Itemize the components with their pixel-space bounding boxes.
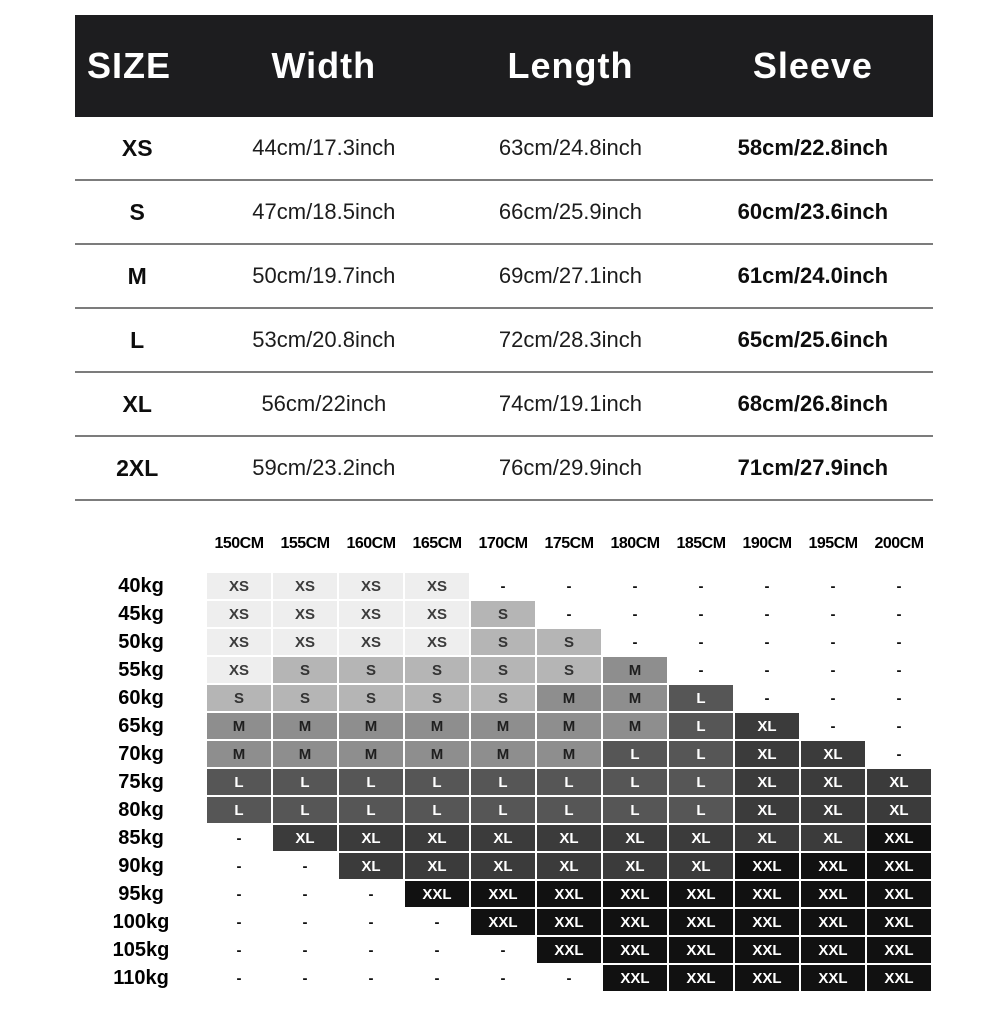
matrix-height-header: 155CM <box>272 516 338 572</box>
matrix-size-cell: S <box>272 684 338 712</box>
matrix-empty-cell: - <box>668 600 734 628</box>
matrix-row <box>76 768 932 796</box>
matrix-size-cell: S <box>470 684 536 712</box>
matrix-size-cell: XL <box>602 852 668 880</box>
matrix-size-cell: M <box>536 712 602 740</box>
matrix-size-cell: XXL <box>734 964 800 992</box>
matrix-row <box>76 852 932 880</box>
matrix-size-cell: XL <box>668 852 734 880</box>
matrix-size-cell: L <box>272 768 338 796</box>
matrix-size-cell: XS <box>338 572 404 600</box>
matrix-size-cell: XXL <box>536 880 602 908</box>
matrix-size-cell: XL <box>404 824 470 852</box>
matrix-weight-label: 75kg <box>76 768 206 796</box>
size-table-cell-size: S <box>75 180 199 244</box>
size-table-cell-width: 47cm/18.5inch <box>199 180 448 244</box>
matrix-size-cell: M <box>404 712 470 740</box>
matrix-size-cell: M <box>206 740 272 768</box>
matrix-empty-cell: - <box>866 572 932 600</box>
matrix-size-cell: XS <box>404 572 470 600</box>
matrix-row <box>76 880 932 908</box>
matrix-size-cell: M <box>404 740 470 768</box>
matrix-size-cell: XXL <box>602 880 668 908</box>
matrix-corner-cell <box>76 516 206 572</box>
matrix-size-cell: M <box>602 712 668 740</box>
matrix-empty-cell: - <box>866 600 932 628</box>
matrix-weight-label: 55kg <box>76 656 206 684</box>
matrix-size-cell: M <box>536 684 602 712</box>
matrix-empty-cell: - <box>734 684 800 712</box>
size-table-cell-sleeve: 65cm/25.6inch <box>693 308 933 372</box>
matrix-size-cell: M <box>536 740 602 768</box>
matrix-size-cell: XXL <box>668 880 734 908</box>
size-table-row <box>75 244 933 308</box>
matrix-weight-label: 90kg <box>76 852 206 880</box>
matrix-size-cell: XXL <box>866 908 932 936</box>
matrix-size-cell: S <box>536 628 602 656</box>
size-table-row <box>75 180 933 244</box>
matrix-row <box>76 600 932 628</box>
matrix-size-cell: XXL <box>866 852 932 880</box>
size-table-body <box>75 117 933 500</box>
matrix-weight-label: 60kg <box>76 684 206 712</box>
matrix-empty-cell: - <box>206 908 272 936</box>
matrix-height-header: 195CM <box>800 516 866 572</box>
matrix-size-cell: XL <box>734 824 800 852</box>
size-table-cell-size: 2XL <box>75 436 199 500</box>
matrix-size-cell: L <box>536 796 602 824</box>
size-table-row <box>75 308 933 372</box>
size-table-header-row <box>75 15 933 117</box>
matrix-size-cell: XXL <box>866 824 932 852</box>
matrix-size-cell: S <box>338 684 404 712</box>
matrix-empty-cell: - <box>206 852 272 880</box>
size-table-header-width: Width <box>199 15 448 117</box>
matrix-empty-cell: - <box>800 572 866 600</box>
matrix-size-cell: XS <box>272 628 338 656</box>
matrix-size-cell: XL <box>734 740 800 768</box>
size-table-cell-sleeve: 58cm/22.8inch <box>693 117 933 180</box>
matrix-size-cell: XXL <box>404 880 470 908</box>
size-table-cell-size: XS <box>75 117 199 180</box>
size-table-row <box>75 436 933 500</box>
matrix-empty-cell: - <box>272 880 338 908</box>
matrix-height-header: 200CM <box>866 516 932 572</box>
matrix-empty-cell: - <box>536 964 602 992</box>
matrix-size-cell: XXL <box>734 908 800 936</box>
size-table-cell-sleeve: 68cm/26.8inch <box>693 372 933 436</box>
matrix-size-cell: XL <box>536 852 602 880</box>
matrix-row <box>76 936 932 964</box>
matrix-size-cell: XL <box>734 712 800 740</box>
matrix-size-cell: XL <box>470 824 536 852</box>
matrix-size-cell: S <box>470 628 536 656</box>
matrix-row <box>76 964 932 992</box>
matrix-empty-cell: - <box>206 936 272 964</box>
matrix-empty-cell: - <box>734 600 800 628</box>
matrix-empty-cell: - <box>800 712 866 740</box>
matrix-size-cell: L <box>536 768 602 796</box>
matrix-size-cell: M <box>470 740 536 768</box>
matrix-size-cell: S <box>404 656 470 684</box>
matrix-size-cell: XL <box>866 768 932 796</box>
matrix-weight-label: 100kg <box>76 908 206 936</box>
size-table-cell-size: XL <box>75 372 199 436</box>
matrix-weight-label: 110kg <box>76 964 206 992</box>
matrix-weight-label: 70kg <box>76 740 206 768</box>
size-table-cell-size: L <box>75 308 199 372</box>
matrix-size-cell: L <box>668 712 734 740</box>
size-table-cell-width: 53cm/20.8inch <box>199 308 448 372</box>
matrix-size-cell: XXL <box>800 852 866 880</box>
size-table-row <box>75 117 933 180</box>
matrix-size-cell: XS <box>404 628 470 656</box>
matrix-size-cell: XL <box>272 824 338 852</box>
matrix-row <box>76 628 932 656</box>
matrix-size-cell: XS <box>338 628 404 656</box>
matrix-size-cell: XXL <box>734 880 800 908</box>
matrix-size-cell: XXL <box>734 852 800 880</box>
matrix-empty-cell: - <box>272 964 338 992</box>
size-table-cell-width: 50cm/19.7inch <box>199 244 448 308</box>
matrix-empty-cell: - <box>734 628 800 656</box>
matrix-empty-cell: - <box>338 880 404 908</box>
matrix-size-cell: XS <box>206 656 272 684</box>
matrix-empty-cell: - <box>866 628 932 656</box>
matrix-height-header: 190CM <box>734 516 800 572</box>
size-table-cell-width: 59cm/23.2inch <box>199 436 448 500</box>
size-table-cell-length: 76cm/29.9inch <box>448 436 693 500</box>
matrix-empty-cell: - <box>734 572 800 600</box>
matrix-size-cell: XL <box>338 852 404 880</box>
size-table-cell-sleeve: 61cm/24.0inch <box>693 244 933 308</box>
matrix-size-cell: M <box>470 712 536 740</box>
matrix-size-cell: L <box>602 796 668 824</box>
matrix-weight-label: 40kg <box>76 572 206 600</box>
size-chart-page <box>75 15 933 993</box>
matrix-size-cell: XXL <box>602 936 668 964</box>
matrix-empty-cell: - <box>866 740 932 768</box>
matrix-size-cell: XL <box>470 852 536 880</box>
size-table-cell-length: 72cm/28.3inch <box>448 308 693 372</box>
matrix-size-cell: M <box>602 656 668 684</box>
matrix-size-cell: S <box>404 684 470 712</box>
matrix-size-cell: XXL <box>734 936 800 964</box>
matrix-empty-cell: - <box>470 572 536 600</box>
matrix-empty-cell: - <box>800 656 866 684</box>
matrix-empty-cell: - <box>866 656 932 684</box>
matrix-size-cell: XL <box>338 824 404 852</box>
matrix-size-cell: XS <box>206 628 272 656</box>
size-table <box>75 15 933 501</box>
matrix-height-header: 180CM <box>602 516 668 572</box>
matrix-size-cell: XXL <box>800 908 866 936</box>
matrix-size-cell: XS <box>206 572 272 600</box>
matrix-size-cell: XXL <box>800 936 866 964</box>
matrix-row <box>76 712 932 740</box>
matrix-empty-cell: - <box>668 628 734 656</box>
size-table-cell-size: M <box>75 244 199 308</box>
matrix-size-cell: M <box>272 712 338 740</box>
matrix-size-cell: M <box>338 712 404 740</box>
size-table-cell-length: 74cm/19.1inch <box>448 372 693 436</box>
matrix-empty-cell: - <box>338 936 404 964</box>
matrix-empty-cell: - <box>206 824 272 852</box>
matrix-empty-cell: - <box>602 572 668 600</box>
matrix-empty-cell: - <box>206 880 272 908</box>
matrix-header-row <box>76 516 932 572</box>
matrix-size-cell: XL <box>800 824 866 852</box>
matrix-weight-label: 80kg <box>76 796 206 824</box>
matrix-row <box>76 824 932 852</box>
size-table-cell-sleeve: 71cm/27.9inch <box>693 436 933 500</box>
matrix-size-cell: S <box>470 600 536 628</box>
matrix-size-cell: XXL <box>866 936 932 964</box>
matrix-size-cell: XXL <box>668 936 734 964</box>
matrix-size-cell: XL <box>800 768 866 796</box>
matrix-size-cell: XL <box>734 768 800 796</box>
matrix-size-cell: L <box>404 796 470 824</box>
matrix-size-cell: XXL <box>470 908 536 936</box>
matrix-size-cell: S <box>470 656 536 684</box>
matrix-height-header: 165CM <box>404 516 470 572</box>
matrix-empty-cell: - <box>470 964 536 992</box>
matrix-empty-cell: - <box>470 936 536 964</box>
matrix-empty-cell: - <box>272 936 338 964</box>
matrix-size-cell: XS <box>338 600 404 628</box>
matrix-size-cell: L <box>668 740 734 768</box>
matrix-empty-cell: - <box>404 964 470 992</box>
matrix-empty-cell: - <box>272 908 338 936</box>
matrix-empty-cell: - <box>800 600 866 628</box>
matrix-row <box>76 684 932 712</box>
size-table-cell-length: 63cm/24.8inch <box>448 117 693 180</box>
matrix-height-header: 175CM <box>536 516 602 572</box>
matrix-empty-cell: - <box>602 628 668 656</box>
matrix-empty-cell: - <box>404 936 470 964</box>
matrix-size-cell: XS <box>404 600 470 628</box>
matrix-size-cell: XXL <box>668 908 734 936</box>
matrix-empty-cell: - <box>668 656 734 684</box>
matrix-row <box>76 656 932 684</box>
matrix-empty-cell: - <box>206 964 272 992</box>
matrix-size-cell: S <box>338 656 404 684</box>
matrix-size-cell: XXL <box>866 964 932 992</box>
matrix-size-cell: L <box>470 768 536 796</box>
matrix-size-cell: S <box>536 656 602 684</box>
matrix-size-cell: XXL <box>800 880 866 908</box>
matrix-size-cell: S <box>272 656 338 684</box>
matrix-size-cell: XL <box>602 824 668 852</box>
matrix-empty-cell: - <box>866 684 932 712</box>
size-table-cell-width: 56cm/22inch <box>199 372 448 436</box>
matrix-height-header: 160CM <box>338 516 404 572</box>
matrix-size-cell: L <box>668 684 734 712</box>
matrix-size-cell: M <box>602 684 668 712</box>
matrix-size-cell: XL <box>404 852 470 880</box>
matrix-size-cell: XXL <box>866 880 932 908</box>
matrix-size-cell: XL <box>536 824 602 852</box>
matrix-weight-label: 85kg <box>76 824 206 852</box>
matrix-size-cell: XS <box>272 572 338 600</box>
matrix-size-cell: XL <box>668 824 734 852</box>
matrix-weight-label: 45kg <box>76 600 206 628</box>
matrix-empty-cell: - <box>800 684 866 712</box>
matrix-size-cell: XL <box>866 796 932 824</box>
matrix-size-cell: L <box>206 796 272 824</box>
matrix-empty-cell: - <box>404 908 470 936</box>
matrix-row <box>76 908 932 936</box>
matrix-body <box>76 572 932 992</box>
matrix-size-cell: M <box>206 712 272 740</box>
matrix-size-cell: L <box>668 768 734 796</box>
matrix-size-cell: L <box>206 768 272 796</box>
matrix-size-cell: S <box>206 684 272 712</box>
matrix-size-cell: XXL <box>668 964 734 992</box>
matrix-size-cell: XS <box>272 600 338 628</box>
matrix-empty-cell: - <box>866 712 932 740</box>
size-table-header-sleeve: Sleeve <box>693 15 933 117</box>
matrix-size-cell: XXL <box>602 908 668 936</box>
matrix-row <box>76 740 932 768</box>
matrix-size-cell: L <box>602 768 668 796</box>
matrix-size-cell: XS <box>206 600 272 628</box>
size-table-row <box>75 372 933 436</box>
matrix-size-cell: L <box>470 796 536 824</box>
size-table-header-size: SIZE <box>75 15 199 117</box>
matrix-empty-cell: - <box>800 628 866 656</box>
matrix-weight-label: 105kg <box>76 936 206 964</box>
matrix-size-cell: XXL <box>536 936 602 964</box>
size-table-cell-length: 66cm/25.9inch <box>448 180 693 244</box>
height-weight-matrix <box>75 515 933 993</box>
matrix-row <box>76 796 932 824</box>
size-table-cell-width: 44cm/17.3inch <box>199 117 448 180</box>
matrix-empty-cell: - <box>338 964 404 992</box>
matrix-size-cell: XXL <box>602 964 668 992</box>
matrix-height-header: 150CM <box>206 516 272 572</box>
matrix-weight-label: 65kg <box>76 712 206 740</box>
matrix-size-cell: M <box>338 740 404 768</box>
matrix-size-cell: L <box>338 796 404 824</box>
matrix-size-cell: L <box>272 796 338 824</box>
matrix-size-cell: L <box>338 768 404 796</box>
matrix-height-header: 170CM <box>470 516 536 572</box>
matrix-size-cell: XL <box>734 796 800 824</box>
matrix-empty-cell: - <box>602 600 668 628</box>
matrix-size-cell: L <box>404 768 470 796</box>
size-table-cell-length: 69cm/27.1inch <box>448 244 693 308</box>
matrix-empty-cell: - <box>272 852 338 880</box>
matrix-empty-cell: - <box>536 572 602 600</box>
matrix-empty-cell: - <box>668 572 734 600</box>
matrix-size-cell: L <box>602 740 668 768</box>
matrix-empty-cell: - <box>536 600 602 628</box>
matrix-weight-label: 50kg <box>76 628 206 656</box>
size-table-header-length: Length <box>448 15 693 117</box>
matrix-size-cell: XXL <box>536 908 602 936</box>
matrix-weight-label: 95kg <box>76 880 206 908</box>
matrix-size-cell: XXL <box>800 964 866 992</box>
matrix-size-cell: L <box>668 796 734 824</box>
matrix-size-cell: XL <box>800 796 866 824</box>
matrix-row <box>76 572 932 600</box>
matrix-size-cell: M <box>272 740 338 768</box>
matrix-size-cell: XXL <box>470 880 536 908</box>
size-table-cell-sleeve: 60cm/23.6inch <box>693 180 933 244</box>
matrix-height-header: 185CM <box>668 516 734 572</box>
matrix-empty-cell: - <box>734 656 800 684</box>
matrix-empty-cell: - <box>338 908 404 936</box>
matrix-size-cell: XL <box>800 740 866 768</box>
